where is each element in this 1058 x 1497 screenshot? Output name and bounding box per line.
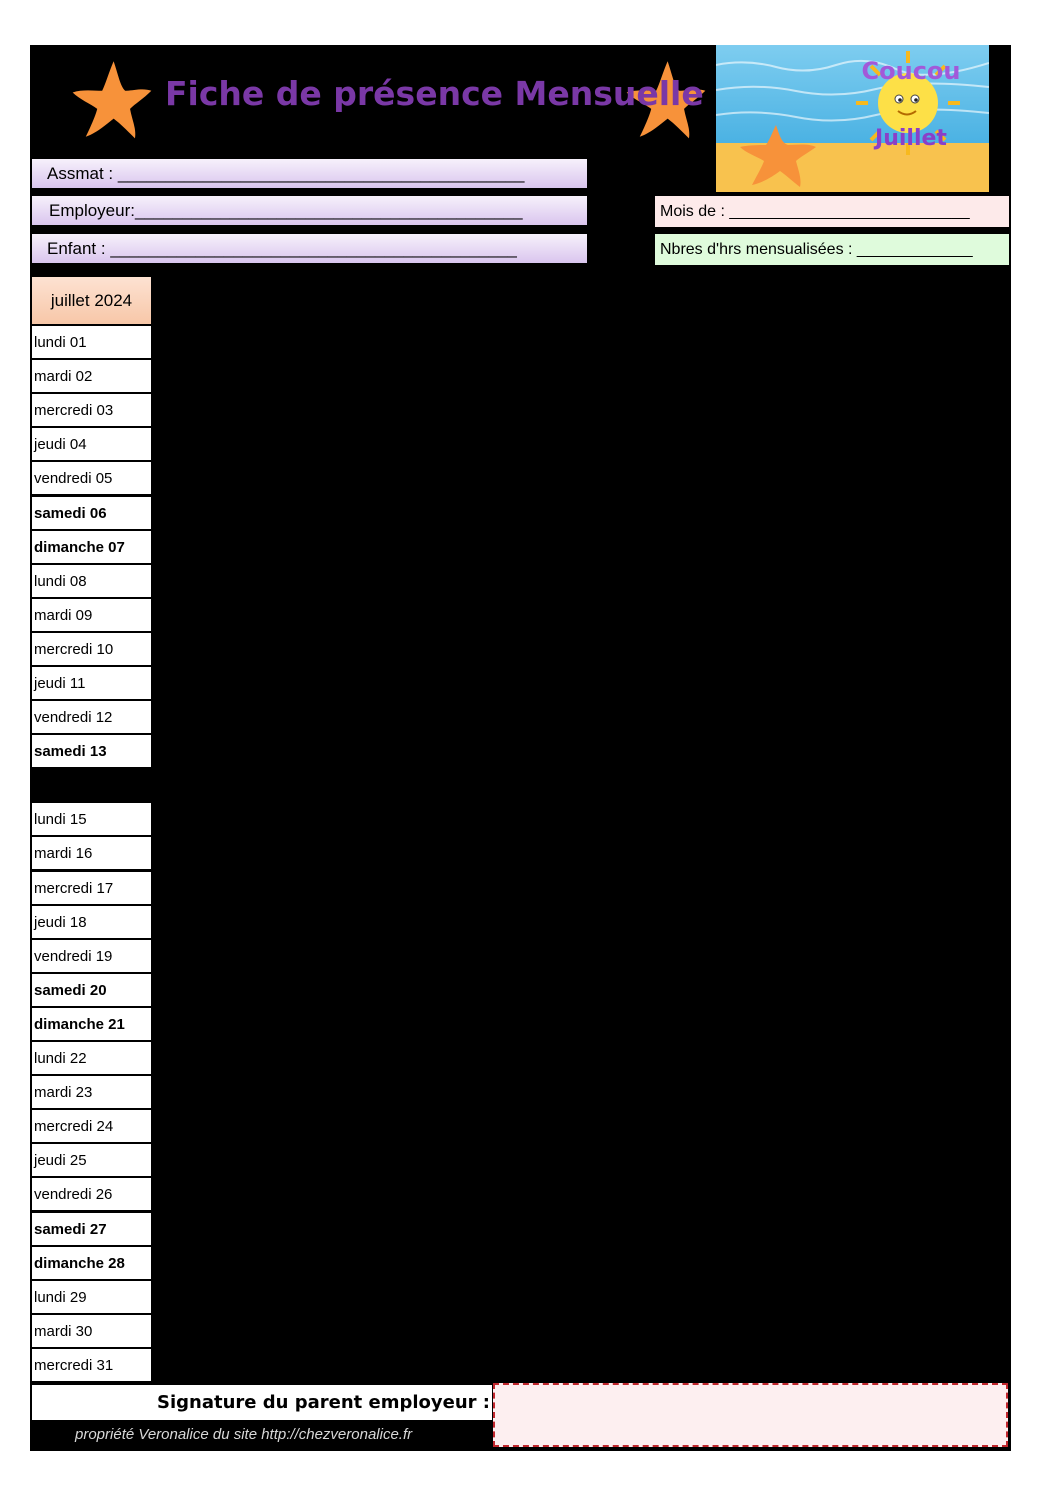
day-row: samedi 20 [32, 974, 151, 1007]
employeur-field[interactable] [32, 196, 587, 225]
thumbnail-text-line2: Juillet [875, 126, 947, 151]
day-row: vendredi 05 [32, 462, 151, 495]
day-row: samedi 27 [32, 1213, 151, 1246]
page-title: Fiche de présence Mensuelle [165, 74, 704, 113]
employeur-label: Employeur:_________________________________________ [49, 201, 523, 220]
enfant-label: Enfant : ___________________________________________ [47, 239, 517, 258]
day-row: samedi 13 [32, 735, 151, 768]
day-row: dimanche 28 [32, 1247, 151, 1280]
signature-row [32, 1385, 492, 1420]
day-row: mardi 02 [32, 360, 151, 393]
day-row: mercredi 03 [32, 394, 151, 427]
day-row: vendredi 26 [32, 1178, 151, 1211]
day-row: mercredi 24 [32, 1110, 151, 1143]
day-row: dimanche 21 [32, 1008, 151, 1041]
day-row: mardi 30 [32, 1315, 151, 1348]
day-row: mardi 09 [32, 599, 151, 632]
day-row: lundi 08 [32, 565, 151, 598]
day-row: lundi 22 [32, 1042, 151, 1075]
day-row: vendredi 19 [32, 940, 151, 973]
signature-label: Signature du parent employeur : [157, 1392, 490, 1413]
day-row: jeudi 04 [32, 428, 151, 461]
day-row: jeudi 11 [32, 667, 151, 700]
enfant-field[interactable] [32, 234, 587, 263]
day-row: vendredi 12 [32, 701, 151, 734]
day-row: lundi 29 [32, 1281, 151, 1314]
signature-box[interactable] [493, 1383, 1008, 1447]
assmat-label: Assmat : ___________________________________________ [47, 164, 525, 183]
day-row: jeudi 25 [32, 1144, 151, 1177]
coucou-juillet-illustration [716, 45, 989, 192]
day-row: dimanche 07 [32, 531, 151, 564]
mois-field[interactable] [655, 196, 1009, 227]
month-header: juillet 2024 [32, 277, 151, 325]
heures-label: Nbres d'hrs mensualisées : _____________ [660, 241, 973, 258]
day-row: mercredi 10 [32, 633, 151, 666]
day-row: lundi 15 [32, 803, 151, 836]
starfish-left-icon [68, 58, 156, 140]
day-row: mardi 23 [32, 1076, 151, 1109]
thumbnail-text-line1: Coucou [861, 57, 961, 85]
footer-credit: propriété Veronalice du site http://chezveronalice.fr [75, 1426, 413, 1443]
day-row: jeudi 18 [32, 906, 151, 939]
mois-label: Mois de : ___________________________ [660, 203, 970, 220]
day-row: samedi 06 [32, 497, 151, 530]
day-row: mercredi 17 [32, 872, 151, 905]
heures-mensualisees-field[interactable] [655, 234, 1009, 265]
day-row: mercredi 31 [32, 1349, 151, 1382]
day-row: mardi 16 [32, 837, 151, 870]
day-row: lundi 01 [32, 326, 151, 359]
assmat-field[interactable] [32, 159, 587, 188]
